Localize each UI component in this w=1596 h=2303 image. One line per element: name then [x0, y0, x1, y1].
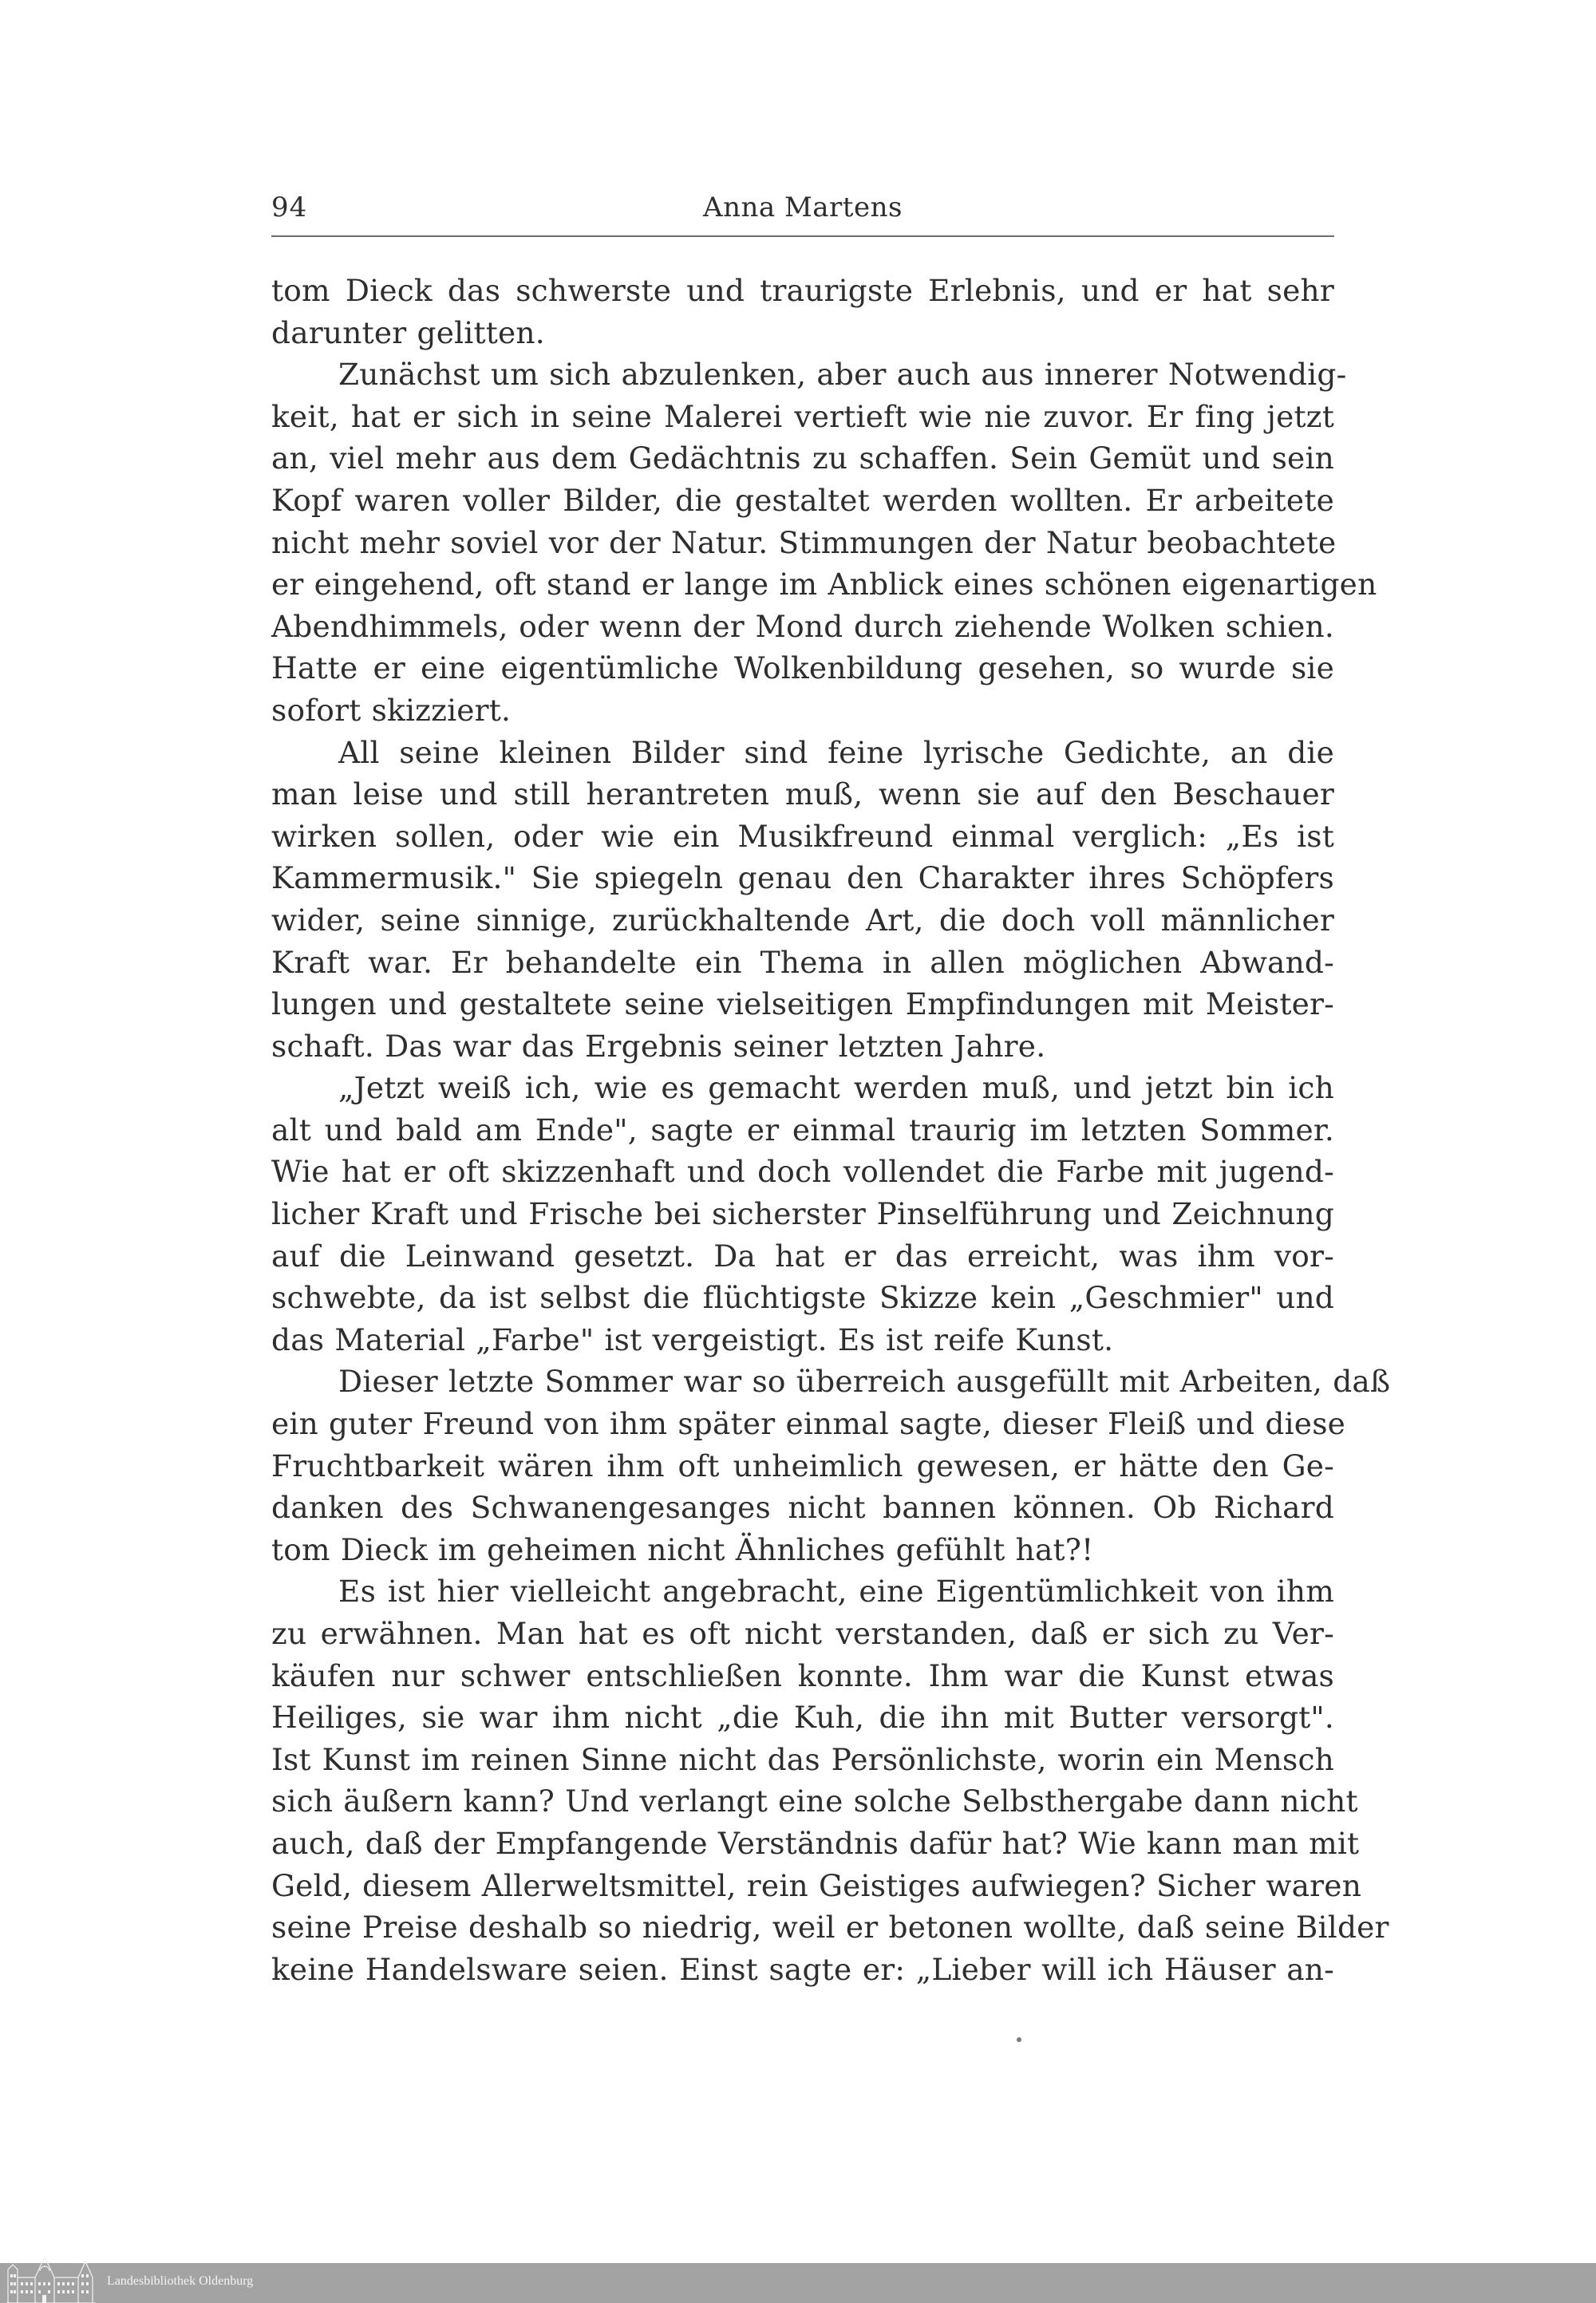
text-line: wider, seine sinnige, zurückhaltende Art, die doch voll männlicher [271, 902, 1334, 938]
text-line: Geld, diesem Allerweltsmittel, rein Geistiges aufwiegen? Sicher waren [271, 1867, 1362, 1903]
text-line: Fruchtbarkeit wären ihm oft unheimlich gewesen, er hätte den Ge- [271, 1448, 1334, 1483]
text-line: tom Dieck im geheimen nicht Ähnliches gefühlt hat?! [271, 1531, 1094, 1567]
text-line: darunter gelitten. [271, 314, 545, 350]
text-line: schaft. Das war das Ergebnis seiner letzten Jahre. [271, 1028, 1046, 1064]
text-line: lungen und gestaltete seine vielseitigen Empfindungen mit Meister- [271, 986, 1334, 1022]
text-line: „Jetzt weiß ich, wie es gemacht werden muß, und jetzt bin ich [338, 1070, 1334, 1106]
text-line: Es ist hier vielleicht angebracht, eine Eigentümlichkeit von ihm [338, 1574, 1334, 1610]
text-line: alt und bald am Ende", sagte er einmal traurig im letzten Sommer. [271, 1112, 1334, 1148]
text-line: schwebte, da ist selbst die flüchtigste Skizze kein „Geschmier" und [271, 1280, 1334, 1316]
text-line: zu erwähnen. Man hat es oft nicht verstanden, daß er sich zu Ver- [271, 1616, 1334, 1651]
text-line: er eingehend, oft stand er lange im Anblick eines schönen eigenartigen [271, 567, 1377, 602]
text-line: Kammermusik." Sie spiegeln genau den Charakter ihres Schöpfers [271, 860, 1334, 896]
text-line: danken des Schwanengesanges nicht bannen können. Ob Richard [271, 1490, 1334, 1526]
text-line: ein guter Freund von ihm später einmal sagte, dieser Fleiß und diese [271, 1406, 1346, 1442]
running-title: Anna Martens [703, 192, 903, 223]
text-line: man leise und still herantreten muß, wenn sie auf den Beschauer [271, 776, 1334, 812]
text-line: seine Preise deshalb so niedrig, weil er betonen wollte, daß seine Bilder [271, 1910, 1389, 1946]
text-line: Abendhimmels, oder wenn der Mond durch ziehende Wolken schien. [271, 608, 1334, 644]
text-line: käufen nur schwer entschließen konnte. Ihm war die Kunst etwas [271, 1657, 1334, 1693]
text-line: Wie hat er oft skizzenhaft und doch vollendet die Farbe mit jugend- [271, 1154, 1334, 1190]
text-line: an, viel mehr aus dem Gedächtnis zu schaffen. Sein Gemüt und sein [271, 440, 1334, 476]
text-line: All seine kleinen Bilder sind feine lyrische Gedichte, an die [338, 734, 1334, 770]
text-line: auch, daß der Empfangende Verständnis dafür hat? Wie kann man mit [271, 1825, 1360, 1861]
running-head [271, 190, 1334, 225]
body-text [271, 270, 1391, 1990]
text-line: tom Dieck das schwerste und traurigste Erlebnis, und er hat sehr [271, 273, 1334, 308]
text-line: Heiliges, sie war ihm nicht „die Kuh, die ihn mit Butter versorgt". [271, 1700, 1334, 1736]
page-number: 94 [271, 192, 308, 223]
text-line: sich äußern kann? Und verlangt eine solche Selbsthergabe dann nicht [271, 1784, 1358, 1819]
library-building-icon [5, 2254, 101, 2303]
text-line: Kopf waren voller Bilder, die gestaltet werden wollten. Er arbeitete [271, 482, 1334, 518]
text-line: Kraft war. Er behandelte ein Thema in allen möglichen Abwand- [271, 944, 1334, 980]
text-line: keit, hat er sich in seine Malerei vertieft wie nie zuvor. Er fing jetzt [271, 398, 1334, 434]
library-name: Landesbibliothek Oldenburg [107, 2274, 254, 2288]
text-line: Zunächst um sich abzulenken, aber auch aus innerer Notwendig- [338, 357, 1347, 393]
text-line: licher Kraft und Frische bei sicherster Pinselführung und Zeichnung [271, 1196, 1334, 1232]
header-rule [271, 235, 1334, 237]
text-line: Ist Kunst im reinen Sinne nicht das Persönlichste, worin ein Mensch [271, 1741, 1334, 1777]
text-line: keine Handelsware seien. Einst sagte er: „Lieber will ich Häuser an- [271, 1951, 1334, 1987]
footer-bar [0, 2263, 1596, 2303]
scan-speck [1017, 2037, 1021, 2042]
text-line: nicht mehr soviel vor der Natur. Stimmungen der Natur beobachtete [271, 524, 1337, 560]
text-line: auf die Leinwand gesetzt. Da hat er das erreicht, was ihm vor- [271, 1238, 1334, 1274]
text-line: sofort skizziert. [271, 692, 512, 728]
text-line: wirken sollen, oder wie ein Musikfreund einmal verglich: „Es ist [271, 818, 1334, 854]
text-line: das Material „Farbe" ist vergeistigt. Es ist reife Kunst. [271, 1321, 1114, 1357]
text-line: Dieser letzte Sommer war so überreich ausgefüllt mit Arbeiten, daß [338, 1364, 1391, 1400]
text-line: Hatte er eine eigentümliche Wolkenbildung gesehen, so wurde sie [271, 650, 1334, 686]
